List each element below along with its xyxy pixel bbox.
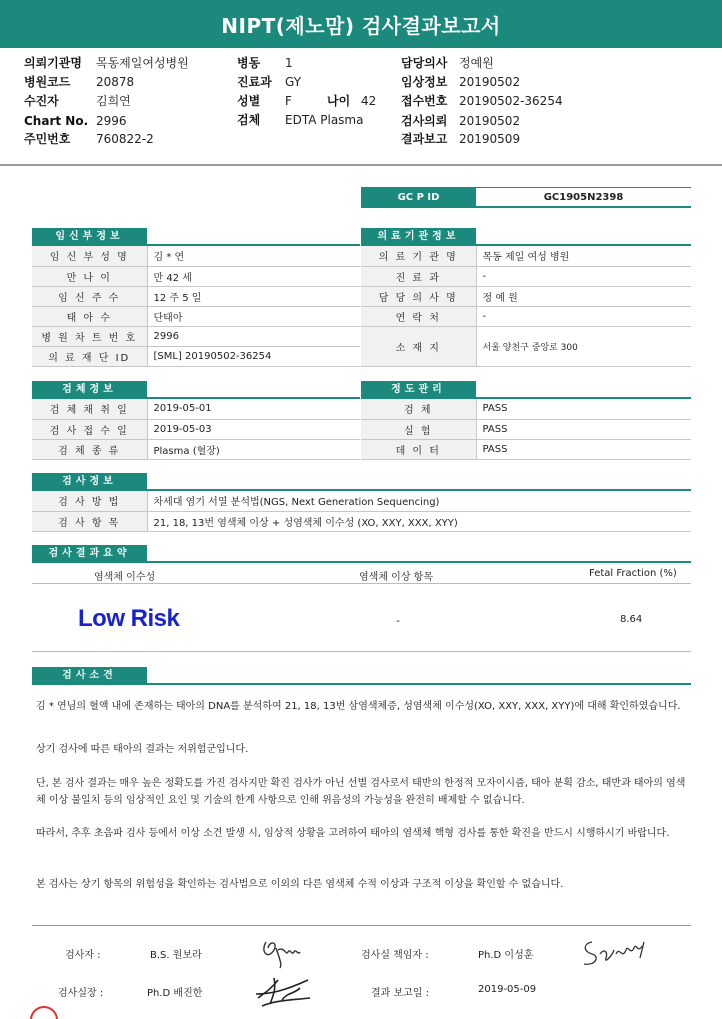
sex-label: 성별 — [237, 94, 261, 108]
summary-divider — [32, 651, 691, 652]
table-row — [361, 439, 691, 459]
row-value: - — [476, 266, 691, 286]
row-label: 임 신 부 성 명 — [32, 246, 147, 266]
row-label: 의 료 재 단 ID — [32, 346, 147, 366]
pregnancy-heading: 임신부정보 — [32, 228, 147, 245]
qc-heading: 정도관리 — [361, 381, 476, 398]
findings-heading: 검사소견 — [32, 667, 147, 684]
row-value: 정 예 원 — [476, 286, 691, 306]
table-row — [32, 326, 360, 346]
row-label: 데 이 터 — [361, 439, 476, 459]
chief-signature — [578, 932, 658, 972]
row-value: 차세대 염기 서열 분석법(NGS, Next Generation Sequencing) — [147, 491, 691, 511]
row-label: 검 사 접 수 일 — [32, 419, 147, 439]
chart-label: Chart No. — [24, 114, 89, 128]
doctor-value: 정예원 — [459, 56, 494, 70]
row-label: 진 료 과 — [361, 266, 476, 286]
specimen-label: 검체 — [237, 113, 261, 127]
summary-header-row — [32, 565, 691, 584]
institution-heading: 의료기관정보 — [361, 228, 476, 245]
row-value: 21, 18, 13번 염색체 이상 + 성염색체 이수성 (XO, XXY, XXX, XYY) — [147, 511, 691, 531]
patient-value: 김희연 — [96, 94, 131, 108]
row-label: 검 체 종 류 — [32, 439, 147, 459]
director-signature — [252, 970, 316, 1010]
row-value: PASS — [476, 399, 691, 419]
test-info-heading: 검사정보 — [32, 473, 147, 490]
row-value: PASS — [476, 419, 691, 439]
gcpid-label: GC P ID — [361, 187, 476, 208]
table-row — [361, 246, 691, 266]
report-date-label: 결과보고 — [401, 132, 448, 146]
row-label: 소 재 지 — [361, 326, 476, 366]
hospcode-label: 병원코드 — [24, 75, 71, 89]
table-row — [32, 399, 360, 419]
row-value: 단태아 — [147, 306, 360, 326]
findings-rule — [32, 683, 691, 685]
table-row — [32, 246, 360, 266]
seal-stamp — [30, 1006, 58, 1019]
table-row — [361, 326, 691, 366]
row-value: PASS — [476, 439, 691, 459]
receipt-label: 접수번호 — [401, 94, 448, 108]
table-row — [361, 286, 691, 306]
table-row — [32, 511, 691, 531]
row-label: 연 락 처 — [361, 306, 476, 326]
col-aneuploidy: 염색체 이수성 — [94, 572, 156, 583]
row-value: 12 주 5 일 — [147, 286, 360, 306]
findings-paragraph-3: 단, 본 검사 결과는 매우 높은 정확도를 가진 검사지만 확진 검사가 아닌 선별 검사로서 태반의 한정적 모자이시즘, 태아 분획 감소, 태반과 태아의 염색체 이상 불일치 등의 임상적인 요인 및 기술의 한계 사항으로 인해 위음성의 가능성을 완전히 배제할 수 없습니다. — [36, 778, 686, 806]
receipt-value: 20190502-36254 — [459, 94, 563, 108]
report-date-sig-value: 2019-05-09 — [478, 984, 537, 995]
ward-value: 1 — [285, 56, 293, 70]
row-value: 2019-05-03 — [147, 419, 360, 439]
rrn-value: 760822-2 — [96, 132, 154, 146]
ward-label: 병동 — [237, 56, 261, 70]
row-value: Plasma (혈장) — [147, 439, 360, 459]
col-abnormal-items: 염색체 이상 항목 — [359, 572, 433, 583]
table-row — [361, 306, 691, 326]
request-value: 20190502 — [459, 114, 521, 128]
table-row — [32, 491, 691, 511]
row-value: 목동 제일 여성 병원 — [476, 246, 691, 266]
pregnancy-table — [32, 246, 360, 367]
clinical-label: 임상정보 — [401, 75, 448, 89]
table-row — [32, 286, 360, 306]
row-value: - — [476, 306, 691, 326]
chief-label: 검사실 책임자 : — [361, 950, 429, 961]
specimen-value: EDTA Plasma — [285, 113, 364, 127]
institution-table — [361, 246, 691, 367]
row-value: [SML] 20190502-36254 — [147, 346, 360, 366]
row-label: 임 신 주 수 — [32, 286, 147, 306]
qc-table — [361, 399, 691, 460]
report-title: NIPT(제노맘) 검사결과보고서 — [0, 0, 722, 48]
request-label: 검사의뢰 — [401, 114, 448, 128]
table-row — [32, 419, 360, 439]
fetal-fraction-value: 8.64 — [620, 614, 643, 625]
dept-value: GY — [285, 75, 302, 89]
findings-paragraph-1: 김 * 연님의 혈액 내에 존재하는 태아의 DNA를 분석하여 21, 18, 13번 삼염색체증, 성염색체 이수성(XO, XXY, XXX, XYY)에 대해 확인하였습니다. — [36, 701, 681, 712]
row-label: 검 사 항 목 — [32, 511, 147, 531]
sex-value: F — [285, 94, 292, 108]
clinical-value: 20190502 — [459, 75, 521, 89]
rrn-label: 주민번호 — [24, 132, 71, 146]
hospital-value: 목동제일여성병원 — [96, 56, 189, 70]
row-value: 2996 — [147, 326, 360, 346]
age-label: 나이 — [327, 94, 351, 108]
row-label: 의 료 기 관 명 — [361, 246, 476, 266]
test-info-table — [32, 491, 691, 532]
findings-paragraph-5: 본 검사는 상기 항목의 위험성을 확인하는 검사법으로 이외의 다른 염색체 수적 이상과 구조적 이상을 확인할 수 없습니다. — [36, 879, 564, 890]
hospcode-value: 20878 — [96, 75, 135, 89]
specimen-heading: 검체정보 — [32, 381, 147, 398]
row-label: 실 험 — [361, 419, 476, 439]
report-date-sig-label: 결과 보고일 : — [371, 988, 430, 999]
chart-value: 2996 — [96, 114, 127, 128]
row-label: 태 아 수 — [32, 306, 147, 326]
tester-name: B.S. 원보라 — [150, 950, 202, 961]
table-row — [32, 266, 360, 286]
row-value: 2019-05-01 — [147, 399, 360, 419]
row-value: 서울 양천구 중앙로 300 — [476, 326, 691, 366]
row-label: 검 사 방 법 — [32, 491, 147, 511]
table-row — [32, 306, 360, 326]
row-label: 병 원 차 트 번 호 — [32, 326, 147, 346]
col-fetal-fraction: Fetal Fraction (%) — [589, 568, 677, 579]
report-date-value: 20190509 — [459, 132, 521, 146]
table-row — [361, 399, 691, 419]
specimen-table — [32, 399, 360, 460]
row-label: 검 체 — [361, 399, 476, 419]
table-row — [32, 439, 360, 459]
dept-label: 진료과 — [237, 75, 272, 89]
gcpid-value: GC1905N2398 — [476, 187, 691, 208]
director-name: Ph.D 배진한 — [147, 988, 203, 999]
summary-rule — [32, 561, 691, 563]
doctor-label: 담당의사 — [401, 56, 448, 70]
signature-divider — [32, 925, 691, 926]
director-label: 검사실장 : — [58, 988, 104, 999]
risk-result: Low Risk — [78, 605, 180, 632]
report-header — [0, 48, 722, 166]
row-value: 만 42 세 — [147, 266, 360, 286]
row-value: 김 * 연 — [147, 246, 360, 266]
age-value: 42 — [361, 94, 377, 108]
table-row — [32, 346, 360, 366]
patient-label: 수진자 — [24, 94, 59, 108]
findings-paragraph-4: 따라서, 추후 초음파 검사 등에서 이상 소견 발생 시, 임상적 상황을 고려하여 태아의 염색체 핵형 검사를 통한 확진을 반드시 시행하시기 바랍니다. — [36, 828, 670, 839]
table-row — [361, 419, 691, 439]
table-row — [361, 266, 691, 286]
abnormal-items-value: - — [396, 614, 400, 627]
row-label: 담 당 의 사 명 — [361, 286, 476, 306]
findings-paragraph-2: 상기 검사에 따른 태아의 결과는 저위험군입니다. — [36, 744, 249, 755]
row-label: 만 나 이 — [32, 266, 147, 286]
tester-signature — [258, 934, 318, 970]
row-label: 검 체 채 취 일 — [32, 399, 147, 419]
chief-name: Ph.D 이성훈 — [478, 950, 534, 961]
tester-label: 검사자 : — [65, 950, 101, 961]
summary-heading: 검사결과요약 — [32, 545, 147, 562]
hospital-label: 의뢰기관명 — [24, 56, 82, 70]
